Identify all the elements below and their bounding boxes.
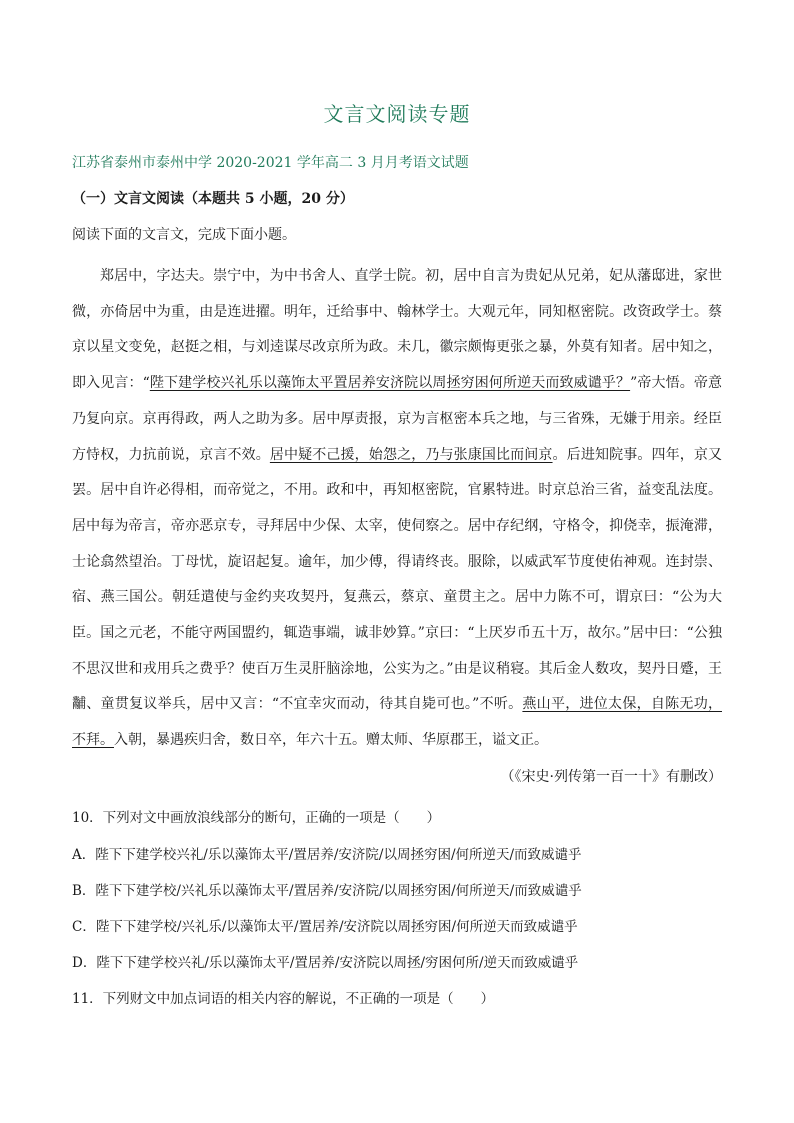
option-b: B．陛下下建学校/兴礼乐以藻饰太平/置居养/安济院/以周拯穷困/何所逆天/而致威谴乎 bbox=[72, 883, 582, 899]
option-c: C．陛下下建学校/兴礼乐/以藻饰太平/置居养/安济院以周拯穷困/何所逆天而致威谴乎 bbox=[72, 919, 578, 935]
underlined-sentence-2: 居中疑不己援，始怨之，乃与张康国比而间京 bbox=[269, 446, 553, 463]
instruction-text: 阅读下面的文言文，完成下面小题。 bbox=[72, 227, 296, 243]
underlined-sentence-1: 陛下建学校兴礼乐以藻饰太平置居养安济院以周拯穷困何所逆天而致威谴乎？ bbox=[149, 375, 631, 392]
passage-text: 郑居中，字达夫。崇宁中，为中书舍人、直学士院。初，居中自言为贵妃从兄弟，妃从藩邸进，家世微，亦倚居中为重，由是连进擢。明年，迁给事中、翰林学士。大观元年，同知枢密院。改资政学士。蔡京以星文变免，赵挺之相，与刘逵谋尽改京所为政。未几，徽宗颇悔更张之暴，外莫有知者。居中知之，即入见言：“ bbox=[72, 268, 722, 392]
exam-source: 江苏省泰州市泰州中学 2020-2021 学年高二 3 月月考语文试题 bbox=[72, 155, 469, 171]
underlined-sentence-3: 燕山平，进位太保，自陈无功，不拜。 bbox=[72, 696, 722, 749]
question-10: 10．下列对文中画放浪线部分的断句，正确的一项是（ ） bbox=[72, 810, 441, 826]
passage-citation: （《宋史·列传第一百一十》有删改） bbox=[500, 769, 722, 785]
option-d: D．陛下下建学校兴礼/乐以藻饰太平/置居养/安济院以周拯/穷困何所/逆天而致威谴乎 bbox=[72, 955, 579, 971]
question-11: 11．下列财文中加点词语的相关内容的解说，不正确的一项是（ ） bbox=[72, 991, 495, 1007]
page-title: 文言文阅读专题 bbox=[323, 102, 471, 126]
section-heading: （一）文言文阅读（本题共 5 小题，20 分） bbox=[72, 191, 354, 207]
classical-passage bbox=[72, 259, 722, 759]
passage-text: ”帝大悟。帝意乃复向京。京再得政，两人之助为多。居中厚责报，京为言枢密本兵之地，与三省殊，无嫌于用亲。经臣方恃权，力抗前说，京言不效。 bbox=[72, 375, 722, 463]
passage-text: 入朝，暴遇疾归舍，数日卒，年六十五。赠太师、华原郡王，谥文正。 bbox=[114, 732, 548, 749]
option-a: A．陛下下建学校兴礼/乐以藻饰太平/置居养/安济院/以周拯穷困/何所逆天/而致威谴乎 bbox=[72, 847, 582, 863]
passage-text: 。后进知院事。四年，京又罢。居中自许必得相，而帝觉之，不用。政和中，再知枢密院，官累特进。时京总治三省，益变乱法度。居中每为帝言，帝亦恶京专，寻拜居中少保、太宰，使伺察之。居中存纪纲，守格令，抑侥幸，振淹滞，士论翕然望治。丁母忧，旋诏起复。逾年，加少傅，得请终丧。服除，以威武军节度使佑神观。连封崇、宿、燕三国公。朝廷遣使与金约夹攻契丹，复燕云，蔡京、童贯主之。居中力陈不可，谓京曰：“公为大臣。国之元老，不能守两国盟约，辄造事端，诚非妙算。”京曰：“上厌岁币五十万，故尔。”居中曰：“公独不思汉世和戎用兵之费乎？使百万生灵肝脑涂地，公实为之。”由是议稍寝。其后金人数攻，契丹日蹙，王黼、童贯复议举兵，居中又言：“不宜幸灾而动，待其自毙可也。”不听。 bbox=[72, 446, 723, 713]
